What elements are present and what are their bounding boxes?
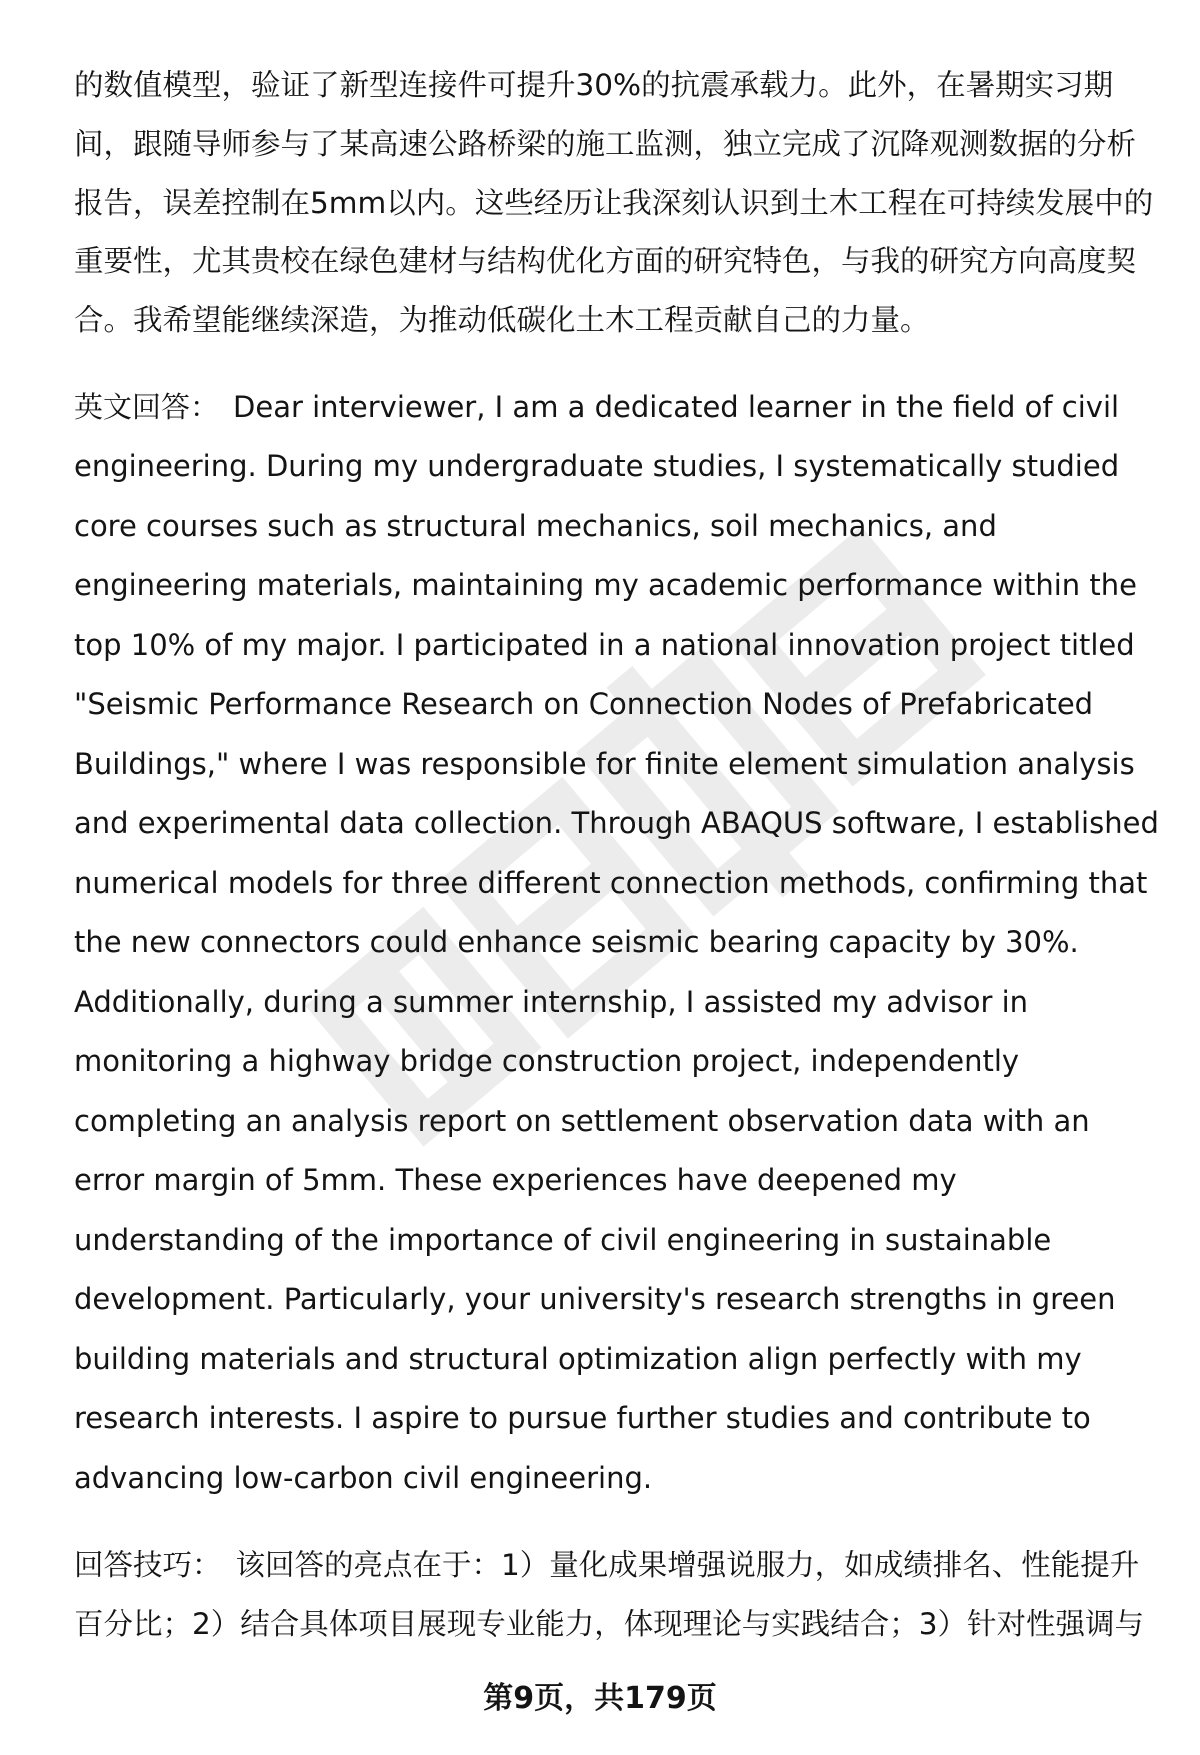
- tips-label: 回答技巧：: [74, 1548, 222, 1583]
- english-answer-label: 英文回答：: [74, 389, 220, 424]
- english-answer-paragraph: [74, 378, 1164, 1509]
- tips-text: 该回答的亮点在于：1）量化成果增强说服力，如成绩排名、性能提升百分比；2）结合具体项目展现专业能力，体现理论与实践结合；3）针对性强调与: [74, 1548, 1145, 1642]
- tips-paragraph: [74, 1536, 1164, 1654]
- paragraph-spacer: [74, 350, 1164, 378]
- paragraph-spacer: [74, 1508, 1164, 1536]
- page-footer: 第9页，共179页: [483, 1681, 717, 1716]
- document-page: [74, 56, 1164, 1654]
- intro-paragraph: 的数值模型，验证了新型连接件可提升30%的抗震承载力。此外，在暑期实习期间，跟随导师参与了某高速公路桥梁的施工监测，独立完成了沉降观测数据的分析报告，误差控制在5mm以内。这些经历让我深刻认识到土木工程在可持续发展中的重要性，尤其贵校在绿色建材与结构优化方面的研究特色，与我的研究方向高度契合。我希望能继续深造，为推动低碳化土木工程贡献自己的力量。: [74, 68, 1154, 338]
- english-answer-text: Dear interviewer, I am a dedicated learner in the field of civil engineering. During my undergraduate studies, I systematically studied core courses such as structural mechanics, soil mechanics, and engineering materials, maintaining my academic performance within the top 10% of my major. I participated in a national innovation project titled "Seismic Performance Research on Connection Nodes of Prefabricated Buildings," where I was responsible for finite element simulation analysis and experimental data collection. Through ABAQUS software, I established numerical models for three different connection methods, confirming that the new connectors could enhance seismic bearing capacity by 30%. Additionally, during a summer internship, I assisted my advisor in monitoring a highway bridge construction project, independently completing an analysis report on settlement observation data with an error margin of 5mm. These experiences have deepened my understanding of the importance of civil engineering in sustainable development. Particularly, your university's research strengths in green building materials and structural optimization align perfectly with my research interests. I aspire to pursue further studies and contribute to advancing low-carbon civil engineering.: [74, 389, 1159, 1495]
